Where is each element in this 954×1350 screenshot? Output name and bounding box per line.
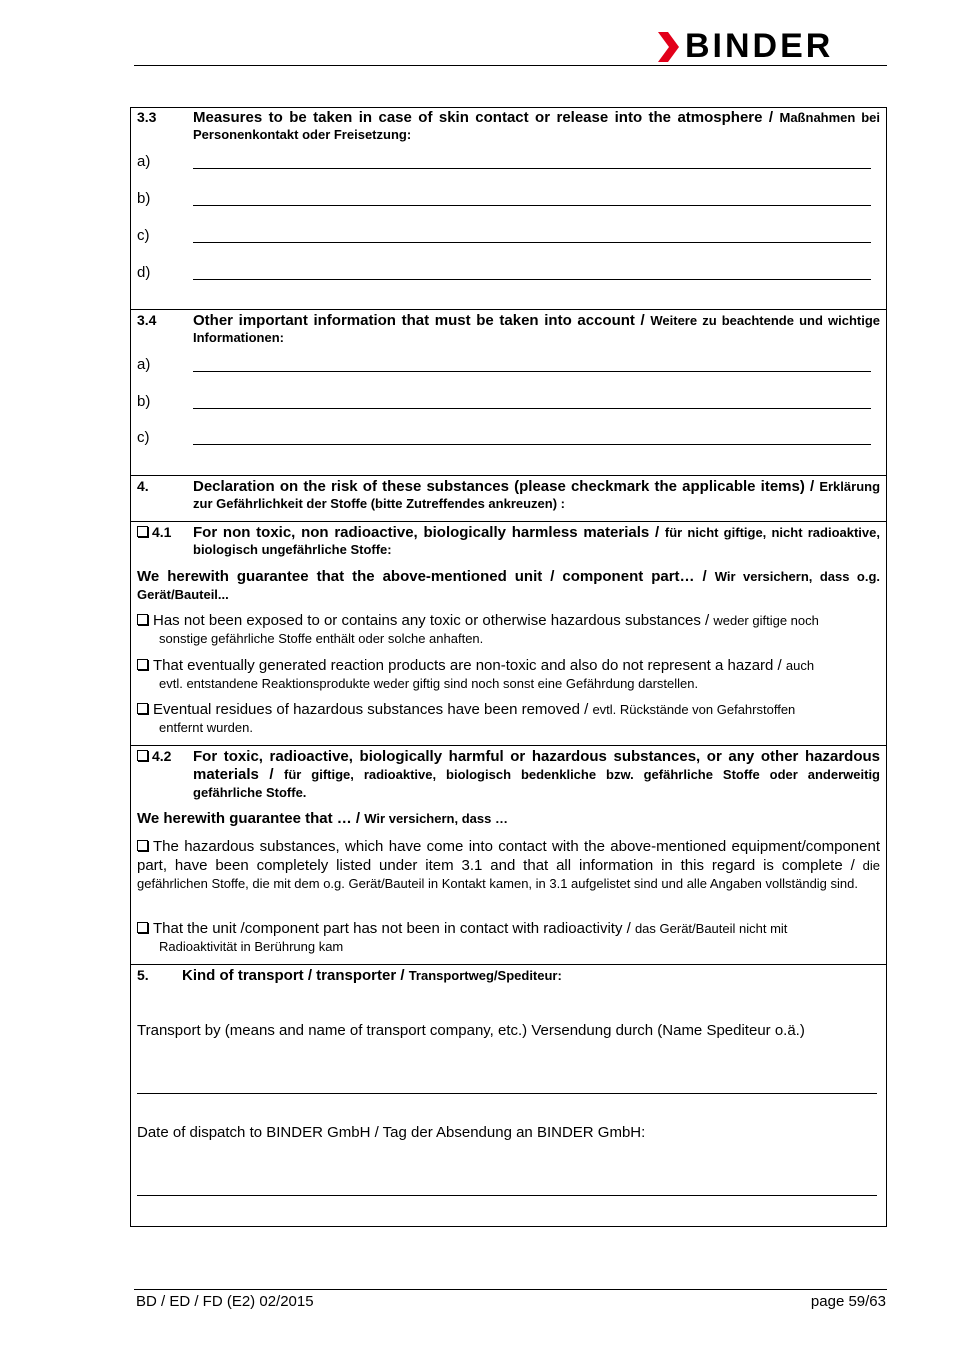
checkbox-icon[interactable]	[137, 614, 148, 625]
section-4-1-title: For non toxic, non radioactive, biologically harmless materials / für nicht giftige, nicht radioaktive, biologisch ungefährliche Stoffe:	[193, 524, 880, 557]
binder-logo	[655, 27, 887, 65]
dispatch-date-label: Date of dispatch to BINDER GmbH / Tag der Absendung an BINDER GmbH:	[137, 1124, 646, 1141]
checkbox-item-reaction-products[interactable]: That eventually generated reaction products are non-toxic and also do not represent a hazard / auch evtl. entstandene Reaktionsprodukte weder giftig sind noch sonst eine Gefährdung darstellen.	[137, 657, 880, 692]
fill-line-3-4-b[interactable]	[193, 407, 871, 409]
section-5-number: 5.	[137, 967, 149, 983]
checkbox-item-no-radioactivity[interactable]: That the unit /component part has not been in contact with radioactivity / das Gerät/Bauteil nicht mit Radioaktivität in Berührung kam	[137, 920, 880, 955]
checkbox-item-residues-removed[interactable]: Eventual residues of hazardous substances have been removed / evtl. Rückstände von Gefahrstoffen entfernt wurden.	[137, 701, 880, 736]
transport-fill-line[interactable]	[137, 1092, 877, 1094]
checkbox-item-substances-listed[interactable]: The hazardous substances, which have come into contact with the above-mentioned equipment/component part, have been completely listed under item 3.1 and that all information in this regard is complete / die gefährlichen Stoffe, die mit dem o.g. Gerät/Bauteil in Kontakt kamen, in 3.1 aufgelistet sind und alle Angaben vollständig sind.	[137, 838, 880, 891]
logo-text: BINDER	[685, 27, 834, 65]
guarantee-4-1: We herewith guarantee that the above-mentioned unit / component part… / Wir versichern, dass o.g. Gerät/Bauteil...	[137, 568, 880, 602]
divider	[131, 964, 886, 965]
line-label-a: a)	[137, 153, 151, 170]
header-rule	[134, 65, 887, 66]
fill-line-3-4-c[interactable]	[193, 443, 871, 445]
divider	[131, 309, 886, 310]
checkbox-icon[interactable]	[137, 922, 148, 933]
fill-line-3-3-d[interactable]	[193, 278, 871, 280]
fill-line-3-3-a[interactable]	[193, 167, 871, 169]
footer-document-id: BD / ED / FD (E2) 02/2015	[136, 1293, 314, 1310]
divider	[131, 745, 886, 746]
checkbox-item-not-exposed[interactable]: Has not been exposed to or contains any toxic or otherwise hazardous substances / weder giftige noch sonstige gefährliche Stoffe enthält oder solche anhaften.	[137, 612, 880, 647]
transport-label: Transport by (means and name of transport company, etc.) Versendung durch (Name Spediteur o.ä.)	[137, 1022, 805, 1039]
divider	[131, 521, 886, 522]
section-4-1-number[interactable]: 4.1	[137, 524, 171, 541]
fill-line-3-3-c[interactable]	[193, 241, 871, 243]
guarantee-4-2: We herewith guarantee that … / Wir versichern, dass …	[137, 810, 508, 827]
line-label-b: b)	[137, 190, 151, 207]
checkbox-icon	[137, 750, 148, 761]
declaration-form	[130, 107, 887, 1227]
section-3-4-title: Other important information that must be taken into account / Weitere zu beachtende und wichtige Informationen:	[193, 312, 880, 345]
line-label-d: d)	[137, 264, 151, 281]
section-4-2-title: For toxic, radioactive, biologically harmful or hazardous substances, or any other hazardous materials / für giftige, radioaktive, biologisch bedenkliche bzw. gefährliche Stoffe oder anderweitig gefährliche Stoffe.	[193, 748, 881, 800]
line-label-b: b)	[137, 393, 151, 410]
section-5-title: Kind of transport / transporter / Transportweg/Spediteur:	[182, 967, 562, 984]
fill-line-3-3-b[interactable]	[193, 204, 871, 206]
dispatch-date-fill-line[interactable]	[137, 1194, 877, 1196]
checkbox-icon[interactable]	[137, 840, 148, 851]
line-label-c: c)	[137, 429, 150, 446]
section-3-3-title: Measures to be taken in case of skin contact or release into the atmosphere / Maßnahmen bei Personenkontakt oder Freisetzung:	[193, 109, 880, 142]
line-label-a: a)	[137, 356, 151, 373]
checkbox-icon[interactable]	[137, 659, 148, 670]
footer-rule	[134, 1289, 887, 1290]
section-3-3-number: 3.3	[137, 109, 157, 125]
section-4-title: Declaration on the risk of these substances (please checkmark the applicable items) / Erklärung zur Gefährlichkeit der Stoffe (bitte Zutreffendes ankreuzen) :	[193, 478, 881, 511]
checkbox-icon	[137, 526, 148, 537]
checkbox-icon[interactable]	[137, 703, 148, 714]
section-4-2-number[interactable]: 4.2	[137, 748, 171, 765]
fill-line-3-4-a[interactable]	[193, 370, 871, 372]
line-label-c: c)	[137, 227, 150, 244]
section-4-number: 4.	[137, 478, 149, 494]
footer-page-number: page 59/63	[810, 1293, 886, 1310]
section-3-4-number: 3.4	[137, 312, 157, 328]
divider	[131, 475, 886, 476]
binder-arrow-icon	[655, 30, 679, 64]
